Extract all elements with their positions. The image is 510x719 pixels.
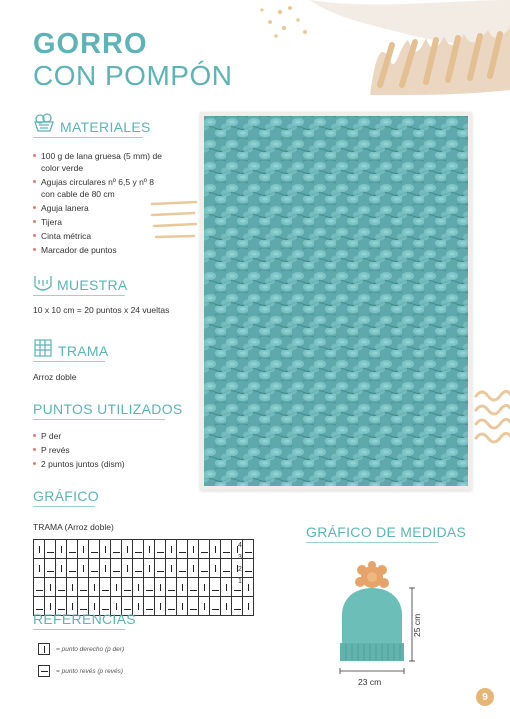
stitch-chart-row [34, 540, 254, 559]
trama-heading: TRAMA [58, 343, 109, 359]
knit-stitch-cell [243, 597, 254, 616]
medidas-rule [306, 542, 438, 543]
knit-stitch-cell [111, 578, 122, 597]
list-item: Tijera [33, 216, 163, 228]
purl-stitch-cell [67, 559, 78, 578]
knit-stitch-cell [199, 597, 210, 616]
trama-rule [33, 361, 105, 362]
stitch-pattern-icon [33, 338, 53, 358]
stitch-chart-row-label: 1 [238, 578, 242, 585]
hat-height-label: 25 cm [412, 613, 422, 637]
list-item: Agujas circulares nº 6,5 y nº 8 con cable de 80 cm [33, 176, 163, 200]
purl-stitch-cell [111, 559, 122, 578]
purl-stitch-cell [221, 540, 232, 559]
stitch-chart-row [34, 559, 254, 578]
knit-stitch-cell [210, 540, 221, 559]
reference-purl [38, 665, 123, 677]
page-number: 9 [476, 688, 494, 706]
purl-stitch-cell [210, 597, 221, 616]
purl-stitch-cell [166, 578, 177, 597]
decorative-brush-shapes [250, 0, 510, 100]
purl-stitch-cell [188, 578, 199, 597]
knit-sample-photo [200, 112, 472, 490]
medidas-heading: GRÁFICO DE MEDIDAS [306, 524, 467, 540]
hat-diagram [330, 560, 440, 690]
stitch-chart-row-label: 2 [238, 566, 242, 573]
purl-stitch-cell [122, 578, 133, 597]
stitch-chart-row-labels [238, 540, 242, 588]
purl-stitch-cell [210, 578, 221, 597]
purl-stitch-cell [100, 578, 111, 597]
title-line-1: GORRO [33, 28, 148, 60]
knit-stitch-cell [243, 578, 254, 597]
reference-knit [38, 643, 124, 655]
stitch-chart [33, 539, 254, 616]
knit-stitch-cell [188, 559, 199, 578]
reference-purl-text: = punto revés (p revés) [56, 667, 124, 675]
list-item: P der [33, 430, 173, 442]
stitch-chart-row-label: 3 [238, 554, 242, 561]
purl-stitch-cell [232, 597, 243, 616]
purl-stitch-cell [155, 559, 166, 578]
purl-stitch-cell [144, 597, 155, 616]
knit-stitch-cell [210, 559, 221, 578]
purl-stitch-cell [177, 559, 188, 578]
purl-symbol [38, 665, 50, 677]
materiales-list [33, 150, 163, 258]
grafico-rule [33, 506, 95, 507]
knit-stitch-cell [177, 597, 188, 616]
purl-stitch-cell [45, 540, 56, 559]
muestra-text: 10 x 10 cm = 20 puntos x 24 vueltas [33, 305, 170, 315]
list-item: 100 g de lana gruesa (5 mm) de color verde [33, 150, 163, 174]
knit-stitch-cell [78, 559, 89, 578]
purl-stitch-cell [34, 578, 45, 597]
reference-knit-text: = punto derecho (p der) [56, 645, 125, 653]
knit-stitch-cell [155, 597, 166, 616]
knit-stitch-cell [100, 540, 111, 559]
purl-stitch-cell [155, 540, 166, 559]
stitch-chart-row [34, 578, 254, 597]
purl-stitch-cell [177, 540, 188, 559]
knit-stitch-cell [221, 578, 232, 597]
puntos-list [33, 430, 173, 472]
purl-stitch-cell [144, 578, 155, 597]
stitch-chart-row-label: 4 [238, 542, 242, 549]
purl-stitch-cell [133, 559, 144, 578]
purl-stitch-cell [243, 540, 254, 559]
list-item: P revés [33, 444, 173, 456]
referencias-rule [33, 629, 125, 630]
purl-stitch-cell [166, 597, 177, 616]
materiales-rule [33, 137, 143, 138]
list-item: Aguja lanera [33, 202, 163, 214]
list-item: 2 puntos juntos (dism) [33, 458, 173, 470]
knit-symbol [38, 643, 50, 655]
yarn-basket-icon [33, 112, 55, 132]
purl-stitch-cell [78, 578, 89, 597]
purl-stitch-cell [188, 597, 199, 616]
puntos-rule [33, 419, 165, 420]
purl-stitch-cell [243, 559, 254, 578]
knit-stitch-cell [122, 540, 133, 559]
knit-stitch-cell [177, 578, 188, 597]
knit-stitch-cell [34, 540, 45, 559]
pompom-icon [355, 561, 389, 588]
purl-stitch-cell [199, 540, 210, 559]
purl-stitch-cell [56, 578, 67, 597]
knit-stitch-cell [155, 578, 166, 597]
purl-stitch-cell [221, 559, 232, 578]
muestra-heading: MUESTRA [57, 277, 128, 293]
knit-stitch-cell [133, 578, 144, 597]
list-item: Cinta métrica [33, 230, 163, 242]
purl-stitch-cell [199, 559, 210, 578]
knit-stitch-cell [78, 540, 89, 559]
puntos-heading: PUNTOS UTILIZADOS [33, 401, 183, 417]
hat-width-label: 23 cm [358, 677, 382, 687]
referencias-heading: REFERENCIAS [33, 611, 136, 627]
knit-stitch-cell [144, 559, 155, 578]
grafico-heading: GRÁFICO [33, 488, 99, 504]
knit-texture [204, 116, 468, 486]
knit-stitch-cell [56, 540, 67, 559]
muestra-rule [33, 295, 125, 296]
knit-stitch-cell [144, 540, 155, 559]
knit-stitch-cell [89, 578, 100, 597]
sample-swatch-icon [33, 274, 53, 292]
decorative-waves [474, 388, 510, 444]
purl-stitch-cell [133, 540, 144, 559]
knit-stitch-cell [166, 540, 177, 559]
knit-stitch-cell [100, 559, 111, 578]
purl-stitch-cell [111, 540, 122, 559]
knit-stitch-cell [45, 578, 56, 597]
knit-stitch-cell [199, 578, 210, 597]
purl-stitch-cell [89, 540, 100, 559]
materiales-heading: MATERIALES [60, 119, 151, 135]
knit-stitch-cell [166, 559, 177, 578]
knit-stitch-cell [122, 559, 133, 578]
purl-stitch-cell [45, 559, 56, 578]
grafico-label: TRAMA (Arroz doble) [33, 522, 114, 532]
trama-text: Arroz doble [33, 372, 77, 382]
purl-stitch-cell [89, 559, 100, 578]
knit-stitch-cell [56, 559, 67, 578]
purl-stitch-cell [67, 540, 78, 559]
knit-stitch-cell [221, 597, 232, 616]
title-line-2: CON POMPÓN [33, 60, 233, 91]
list-item: Marcador de puntos [33, 244, 163, 256]
knit-stitch-cell [188, 540, 199, 559]
knit-stitch-cell [34, 559, 45, 578]
knit-stitch-cell [67, 578, 78, 597]
